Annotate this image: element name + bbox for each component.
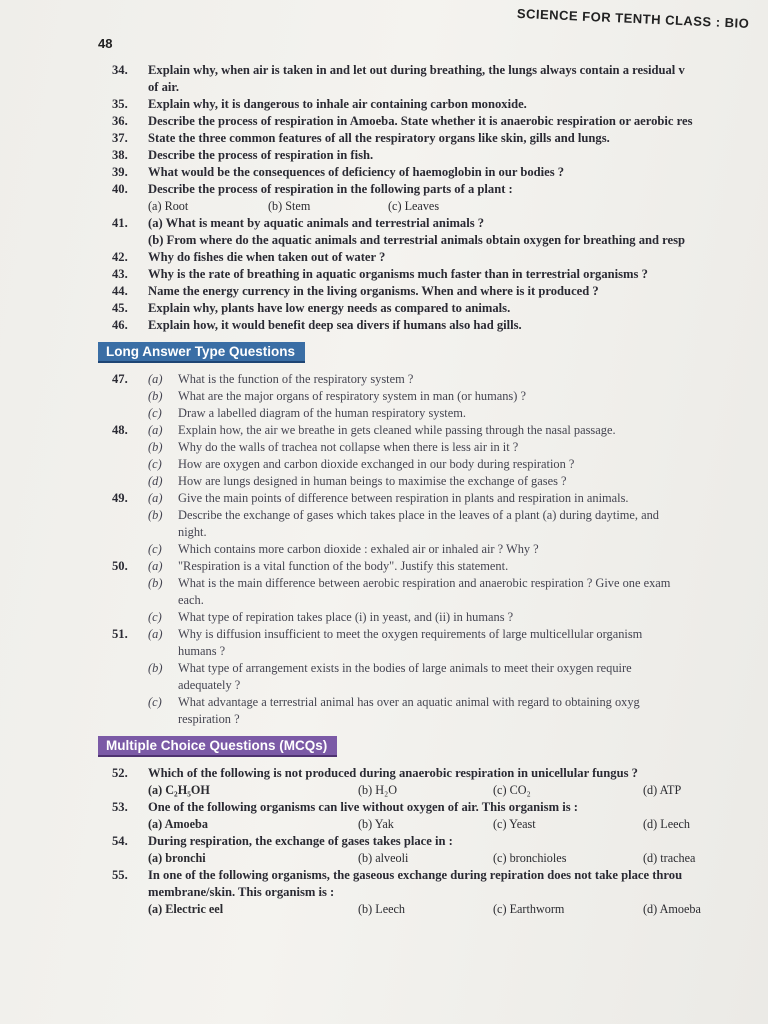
question-text-cont: membrane/skin. This organism is : xyxy=(148,885,335,899)
question-44 xyxy=(112,283,748,300)
question-text: Give the main points of difference between respiration in plants and respiration in animals. xyxy=(178,491,629,505)
question-37 xyxy=(112,130,748,147)
question-43 xyxy=(112,266,748,283)
question-39 xyxy=(112,164,748,181)
question-34-cont xyxy=(112,79,748,96)
question-51: 51. (a) Why is diffusion insufficient to meet the oxygen requirements of large multicellular organism xyxy=(112,627,643,641)
question-51-a-cont: humans ? xyxy=(178,644,226,658)
question-number: 39. xyxy=(112,165,128,179)
question-text: During respiration, the exchange of gases takes place in : xyxy=(148,834,453,848)
option-root: (a) Root xyxy=(148,199,189,213)
question-text: Explain why, it is dangerous to inhale air containing carbon monoxide. xyxy=(148,97,527,111)
question-number: 44. xyxy=(112,284,128,298)
question-text-cont: of air. xyxy=(148,80,180,94)
question-text: What would be the consequences of deficiency of haemoglobin in our bodies ? xyxy=(148,165,565,179)
question-text: Name the energy currency in the living organisms. When and where is it produced ? xyxy=(148,284,599,298)
question-text: Why is diffusion insufficient to meet the oxygen requirements of large multicellular organism xyxy=(178,627,643,641)
question-number: 48. xyxy=(112,423,128,437)
question-51-c-cont: respiration ? xyxy=(178,712,240,726)
question-text: Explain how, it would benefit deep sea divers if humans also had gills. xyxy=(148,318,522,332)
question-number: 37. xyxy=(112,131,128,145)
question-49-b: (b) Describe the exchange of gases which takes place in the leaves of a plant (a) during daytime, and xyxy=(148,508,659,522)
question-text: (b) From where do the aquatic animals and terrestrial animals obtain oxygen for breathing and resp xyxy=(148,233,685,247)
mcq-heading: Multiple Choice Questions (MCQs) xyxy=(98,736,337,757)
question-number: 34. xyxy=(112,63,128,77)
question-text: Explain why, when air is taken in and let out during breathing, the lungs always contain a residual v xyxy=(148,63,685,77)
question-text: "Respiration is a vital function of the body". Justify this statement. xyxy=(178,559,509,573)
question-text: Explain why, plants have low energy needs as compared to animals. xyxy=(148,301,511,315)
question-list xyxy=(106,62,748,918)
question-35 xyxy=(112,96,748,113)
question-50-b: (b) What is the main difference between aerobic respiration and anaerobic respiration ? Give one exam xyxy=(148,576,671,590)
page-number: 48 xyxy=(98,36,113,51)
question-53-options: (a) Amoeba (b) Yak (c) Yeast (d) Leech xyxy=(148,817,691,831)
question-number: 54. xyxy=(112,834,128,848)
question-47: 47. (a) What is the function of the respiratory system ? xyxy=(112,372,414,386)
question-48-d: (d) How are lungs designed in human beings to maximise the exchange of gases ? xyxy=(148,474,567,488)
question-55-options: (a) Electric eel (b) Leech (c) Earthworm (d) Amoeba xyxy=(148,902,701,916)
question-49: 49. (a) Give the main points of difference between respiration in plants and respiration in animals. xyxy=(112,491,629,505)
question-number: 45. xyxy=(112,301,128,315)
question-54 xyxy=(112,833,748,850)
question-number: 35. xyxy=(112,97,128,111)
question-50-c: (c) What type of repiration takes place (i) in yeast, and (ii) in humans ? xyxy=(148,610,514,624)
question-48-c: (c) How are oxygen and carbon dioxide exchanged in our body during respiration ? xyxy=(148,457,575,471)
question-number: 36. xyxy=(112,114,128,128)
question-text: (a) What is meant by aquatic animals and terrestrial animals ? xyxy=(148,216,485,230)
option-leaves: (c) Leaves xyxy=(388,199,440,213)
question-36 xyxy=(112,113,748,130)
question-number: 40. xyxy=(112,182,128,196)
question-40 xyxy=(112,181,748,198)
running-header: SCIENCE FOR TENTH CLASS : BIO xyxy=(516,5,750,31)
question-text: Why do fishes die when taken out of water ? xyxy=(148,250,386,264)
question-50-b-cont: each. xyxy=(178,593,204,607)
question-38 xyxy=(112,147,748,164)
question-42 xyxy=(112,249,748,266)
question-49-c: (c) Which contains more carbon dioxide : exhaled air or inhaled air ? Why ? xyxy=(148,542,539,556)
question-55 xyxy=(112,867,748,884)
question-47-c: (c) Draw a labelled diagram of the human respiratory system. xyxy=(148,406,466,420)
question-41-b xyxy=(112,232,748,249)
question-34 xyxy=(112,62,748,79)
question-text: Explain how, the air we breathe in gets cleaned while passing through the nasal passage. xyxy=(178,423,616,437)
question-45 xyxy=(112,300,748,317)
question-text: Describe the process of respiration in the following parts of a plant : xyxy=(148,182,513,196)
question-53 xyxy=(112,799,748,816)
question-50: 50. (a) "Respiration is a vital function of the body". Justify this statement. xyxy=(112,559,509,573)
question-40-options xyxy=(112,198,748,215)
question-47-b: (b) What are the major organs of respiratory system in man (or humans) ? xyxy=(148,389,526,403)
question-41 xyxy=(112,215,748,232)
option-stem: (b) Stem xyxy=(268,199,311,213)
question-text: In one of the following organisms, the gaseous exchange during repiration does not take place throu xyxy=(148,868,683,882)
question-text: One of the following organisms can live without oxygen of air. This organism is : xyxy=(148,800,578,814)
question-52 xyxy=(112,765,748,782)
question-number: 46. xyxy=(112,318,128,332)
question-text: Why is the rate of breathing in aquatic organisms much faster than in terrestrial organisms ? xyxy=(148,267,648,281)
question-number: 42. xyxy=(112,250,128,264)
question-text: Describe the process of respiration in Amoeba. State whether it is anaerobic respiration or aerobic res xyxy=(148,114,693,128)
question-number: 47. xyxy=(112,372,128,386)
question-51-c: (c) What advantage a terrestrial animal has over an aquatic animal with regard to obtaining oxyg xyxy=(148,695,640,709)
question-text: State the three common features of all the respiratory organs like skin, gills and lungs. xyxy=(148,131,610,145)
question-51-b: (b) What type of arrangement exists in the bodies of large animals to meet their oxygen require xyxy=(148,661,632,675)
question-text: What is the function of the respiratory system ? xyxy=(178,372,414,386)
question-text: Which of the following is not produced during anaerobic respiration in unicellular fungus ? xyxy=(148,766,638,780)
question-51-b-cont: adequately ? xyxy=(178,678,241,692)
question-number: 43. xyxy=(112,267,128,281)
question-48-b: (b) Why do the walls of trachea not collapse when there is less air in it ? xyxy=(148,440,519,454)
question-number: 51. xyxy=(112,627,128,641)
question-number: 49. xyxy=(112,491,128,505)
long-answer-heading: Long Answer Type Questions xyxy=(98,342,305,363)
long-answer-questions xyxy=(112,371,748,728)
question-48: 48. (a) Explain how, the air we breathe in gets cleaned while passing through the nasal passage. xyxy=(112,423,616,437)
question-55-cont xyxy=(112,884,748,901)
question-49-b-cont: night. xyxy=(178,525,207,539)
question-number: 41. xyxy=(112,216,128,230)
mcq-list xyxy=(112,765,748,918)
question-46 xyxy=(112,317,748,334)
question-52-options: (a) C₂H₅OH (b) H₂O (c) CO₂ (d) ATP xyxy=(148,783,682,797)
question-number: 53. xyxy=(112,800,128,814)
question-54-options: (a) bronchi (b) alveoli (c) bronchioles (d) trachea xyxy=(148,851,696,865)
question-text: Describe the process of respiration in fish. xyxy=(148,148,374,162)
question-number: 38. xyxy=(112,148,128,162)
question-number: 55. xyxy=(112,868,128,882)
question-number: 52. xyxy=(112,766,128,780)
question-number: 50. xyxy=(112,559,128,573)
